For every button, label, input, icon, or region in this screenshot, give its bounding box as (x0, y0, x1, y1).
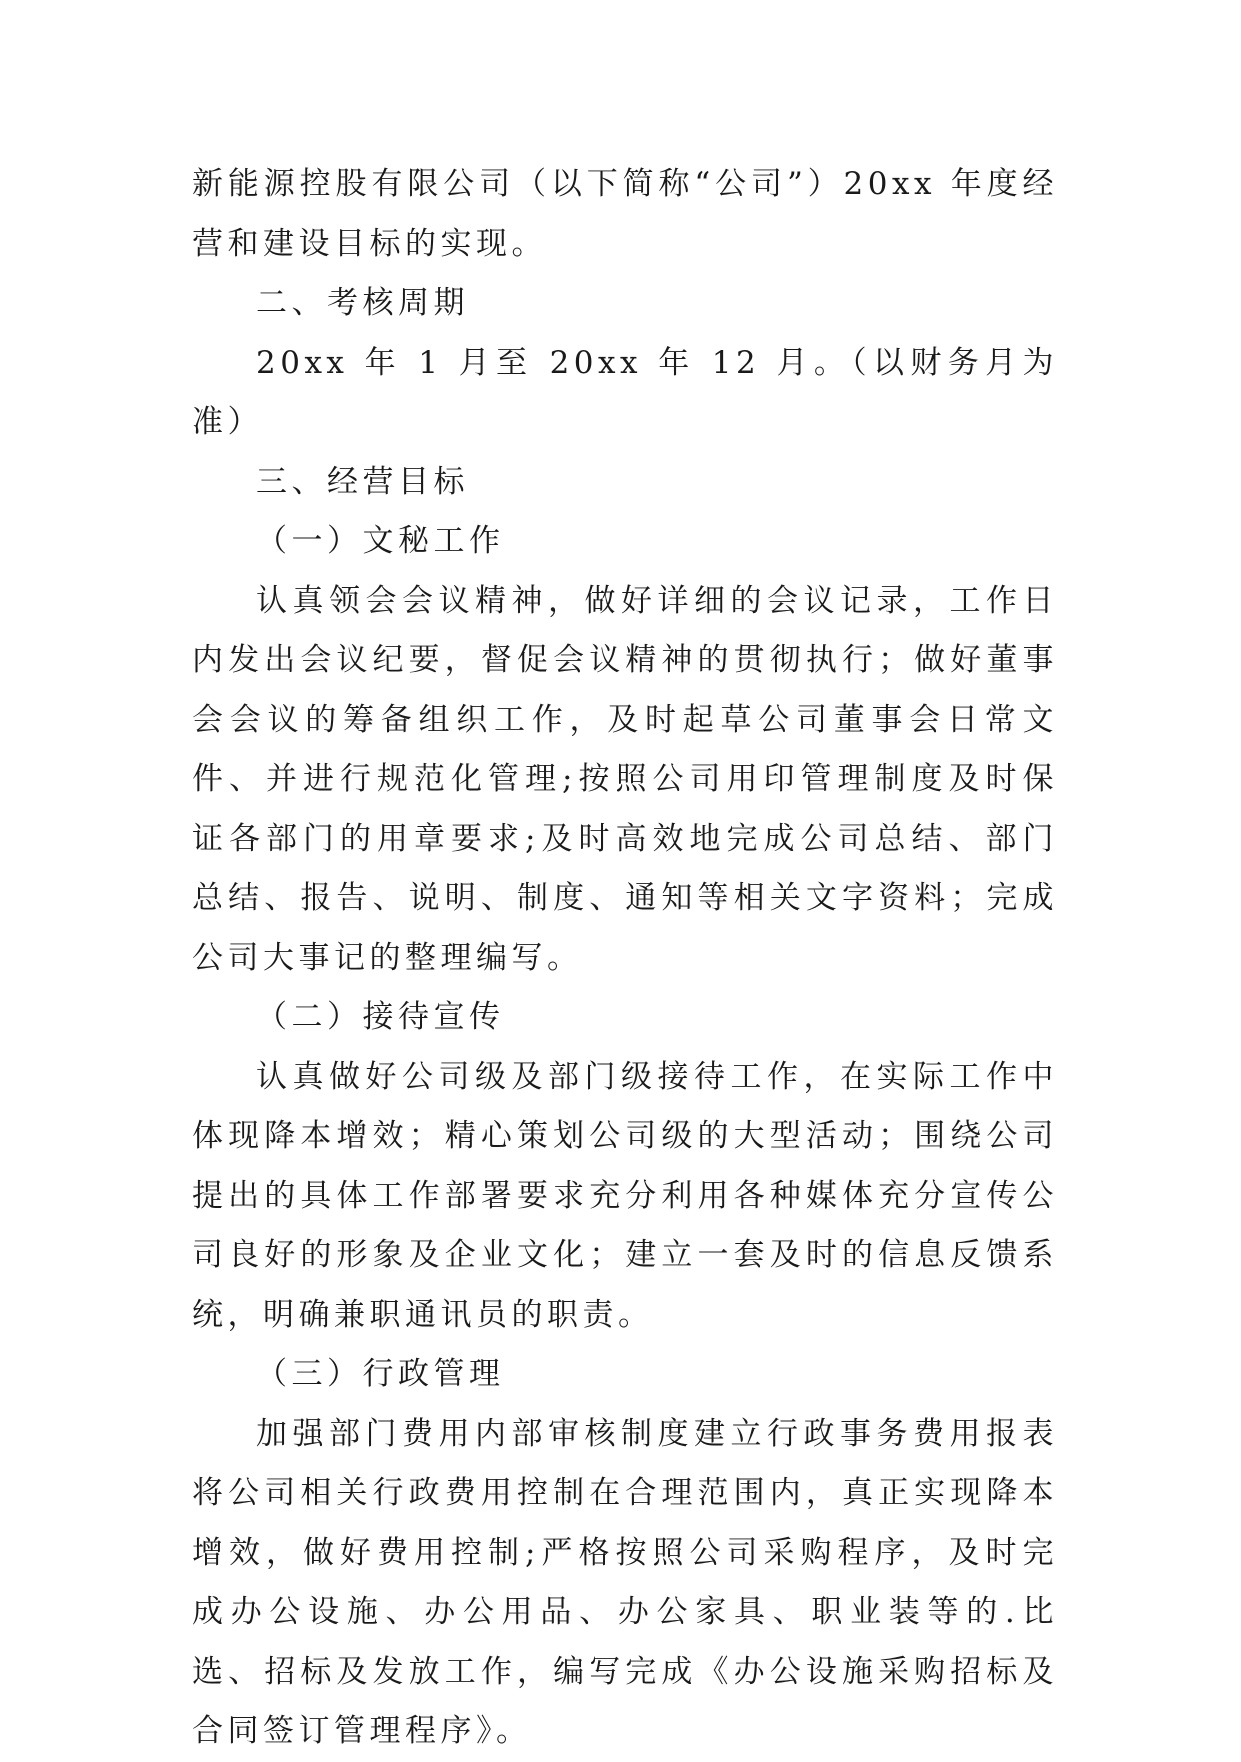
subheading-administration: （三）行政管理 (256, 1356, 505, 1392)
secretarial-work-paragraph: 认真领会会议精神，做好详细的会议记录，工作日内发出会议纪要，督促会议精神的贯彻执行；做好董事会会议的筹备组织工作，及时起草公司董事会日常文件、并进行规范化管理;按照公司用印管理制度及时保证各部门的用章要求;及时高效地完成公司总结、部门总结、报告、说明、制度、通知等相关文字资料；完成公司大事记的整理编写。 (192, 582, 1058, 976)
administration-paragraph: 加强部门费用内部审核制度建立行政事务费用报表将公司相关行政费用控制在合理范围内，真正实现降本增效，做好费用控制;严格按照公司采购程序，及时完成办公设施、办公用品、办公家具、职业装等的.比选、招标及发放工作，编写完成《办公设施采购招标及合同签订管理程序》。 (192, 1415, 1058, 1749)
assessment-period-paragraph: 20xx 年 1 月至 20xx 年 12 月。（以财务月为准） (192, 344, 1058, 440)
subheading-reception-publicity: （二）接待宣传 (256, 999, 505, 1035)
intro-paragraph: 新能源控股有限公司（以下简称“公司”）20xx 年度经营和建设目标的实现。 (192, 166, 1058, 262)
reception-publicity-paragraph: 认真做好公司级及部门级接待工作，在实际工作中体现降本增效；精心策划公司级的大型活动；围绕公司提出的具体工作部署要求充分利用各种媒体充分宣传公司良好的形象及企业文化；建立一套及时的信息反馈系统，明确兼职通讯员的职责。 (192, 1058, 1058, 1333)
document-body (192, 155, 1058, 1762)
subheading-secretarial-work: （一）文秘工作 (256, 523, 505, 559)
section-heading-business-goals: 三、经营目标 (256, 463, 469, 500)
section-heading-assessment-period: 二、考核周期 (256, 285, 469, 321)
